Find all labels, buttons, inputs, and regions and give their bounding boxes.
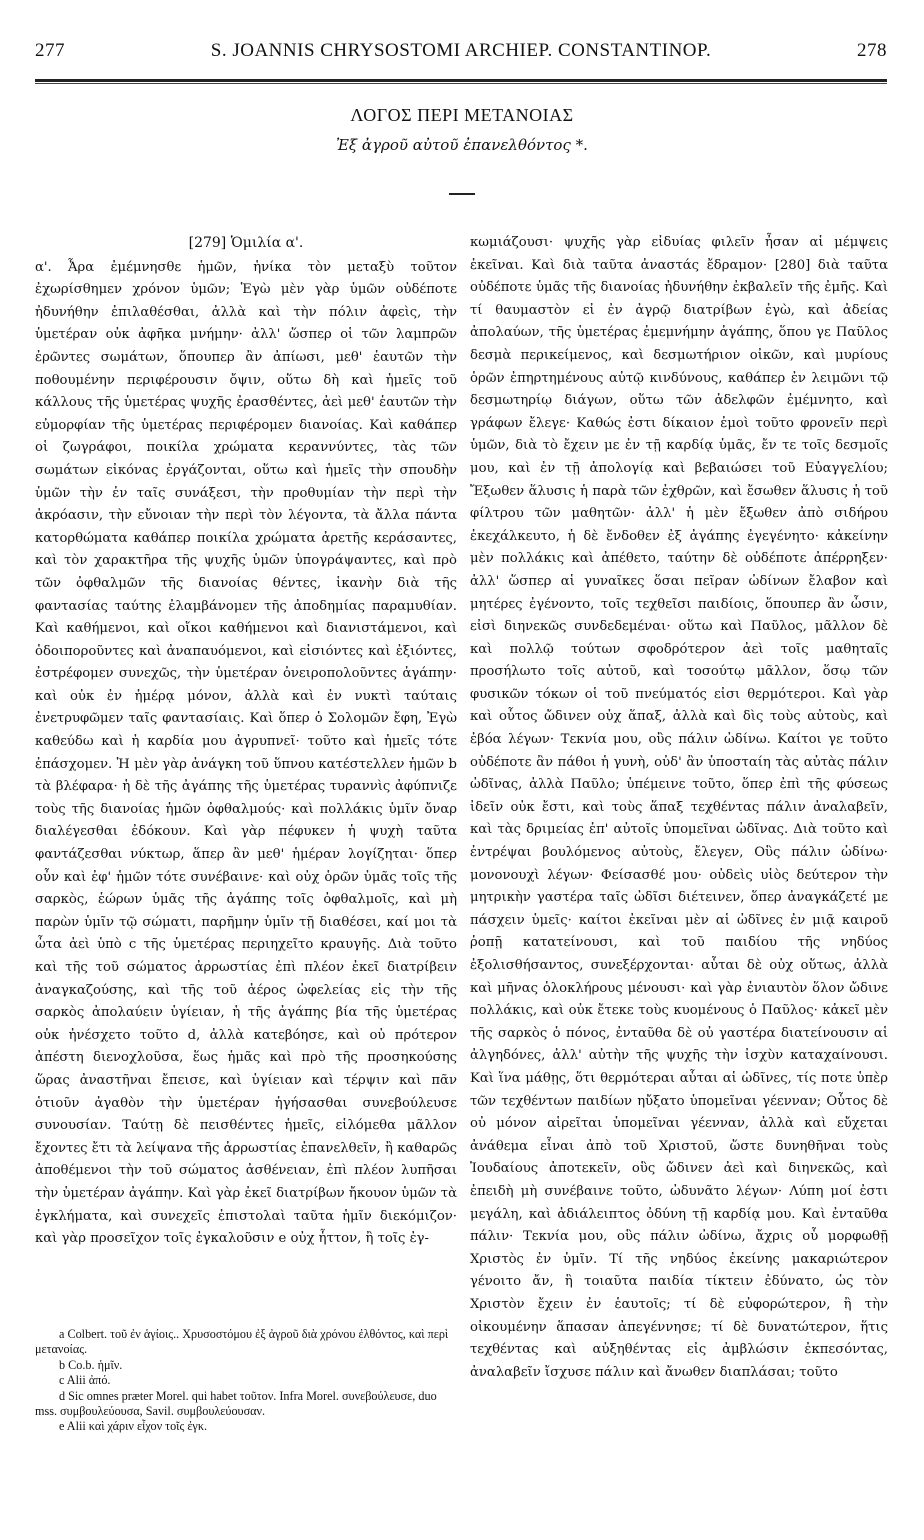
footnote-c: c Alii ἀπό.: [59, 1373, 111, 1388]
left-column: [35, 232, 457, 1432]
section-subtitle: Ἐξ ἀγροῦ αὐτοῦ ἐπανελθόντος *.: [336, 136, 588, 154]
title-divider: [449, 193, 475, 195]
footnote-b: b Co.b. ἡμῖν.: [59, 1357, 123, 1372]
header-rule-thin: [35, 83, 887, 84]
running-head-title: S. JOANNIS CHRYSOSTOMI ARCHIEP. CONSTANTINOP.: [210, 40, 712, 61]
page-number-left: 277: [35, 40, 65, 61]
footnote-d: d Sic omnes præter Morel. qui habet τοῦτον. Infra Morel. συνεβούλευσε, duo mss. συμβουλεύουσα, Savil. συμβουλεύουσαν.: [35, 1388, 437, 1419]
section-title: ΛΟΓΟΣ ΠΕΡΙ ΜΕΤΑΝΟΙΑΣ: [350, 105, 574, 125]
homily-heading: [279] Ὁμιλία α'.: [188, 235, 304, 251]
running-header: [35, 40, 887, 70]
left-column-text: α'. Ἆρα ἐμέμνησθε ἡμῶν, ἡνίκα τὸν μεταξὺ τοῦτον ἐχωρίσθημεν χρόνον ὑμῶν; Ἐγὼ μὲν γὰρ ὑμῶν οὐδέποτε ἠδυνήθην ἐπιλαθέσθαι, ἀλλὰ καὶ τὴν πόλιν ἀφεὶς, τὴν ὑμετέραν οὐκ ἀφῆκα μνήμην· ἀλλ' ὥσπερ οἱ τῶν λαμπρῶν ἐρῶντες σωμάτων, ὅπουπερ ἂν ἀπίωσι, μεθ' ἑαυτῶν τὴν ποθουμένην περιφέρουσιν ὄψιν, οὕτω δὴ καὶ ἡμεῖς τοῦ κάλλους τῆς ὑμετέρας ψυχῆς ἐρασθέντες, ἀεὶ μεθ' ἑαυτῶν τὴν εὐμορφίαν τῆς ὑμετέρας περιφέρομεν διανοίας. Καὶ καθάπερ οἱ ζωγράφοι, ποικίλα χρώματα κεραννύντες, τὰς τῶν σωμάτων εἰκόνας ἐργάζονται, οὕτω καὶ ἡμεῖς τὴν σπουδὴν ὑμῶν τὴν ἐν ταῖς συνάξεσι, τὴν προθυμίαν τὴν περὶ τὴν ἀκρόασιν, τὴν εὔνοιαν τὴν περὶ τὸν λέγοντα, τὰ ἄλλα πάντα κατορθώματα καθάπερ ποικίλα χρώματα ἀρετῆς κεράσαντες, καὶ τὸν χαρακτῆρα τῆς ψυχῆς ὑμῶν ὑπογράψαντες, καὶ πρὸ τῶν ὀφθαλμῶν τῆς διανοίας θέντες, ἱκανὴν διὰ τῆς φαντασίας ταύτης ἐλαμβάνομεν τῆς ἀποδημίας παραμυθίαν. Καὶ καθήμενοι, καὶ οἴκοι καθήμενοι καὶ διανιστάμενοι, καὶ ὁδοιποροῦντες καὶ ἀναπαυόμενοι, καὶ εἰσιόντες καὶ ἐξιόντες, ἐστρέφομεν συνεχῶς, τὴν ὑμετέραν ὀνειροπολοῦντες ἀγάπην· καὶ οὐκ ἐν ἡμέρᾳ μόνον, ἀλλὰ καὶ ἐν νυκτὶ ταύταις ἐνετρυφῶμεν ταῖς φαντασίαις. Καὶ ὅπερ ὁ Σολομῶν ἔφη, Ἐγὼ καθεύδω καὶ ἡ καρδία μου ἀγρυπνεῖ· τοῦτο καὶ ἡμεῖς τότε ἐπάσχομεν. Ἡ μὲν γὰρ ἀνάγκη τοῦ ὕπνου κατέστελλεν ἡμῶν b τὰ βλέφαρα· ἡ δὲ τῆς ἀγάπης τῆς ὑμετέρας τυραννὶς ἀφύπνιζε τοὺς τῆς διανοίας ἡμῶν ὀφθαλμούς· καὶ πολλάκις ὑμῖν ὄναρ διαλέγεσθαι ἐδόκουν. Καὶ γὰρ πέφυκεν ἡ ψυχὴ ταῦτα φαντάζεσθαι νύκτωρ, ἅπερ ἂν μεθ' ἡμέραν λογίζηται· ὅπερ οὖν καὶ ἐφ' ἡμῶν τότε συνέβαινε· καὶ οὐχ ὁρῶν ὑμᾶς τοῖς τῆς σαρκὸς, ἑώρων ὑμᾶς τῆς ἀγάπης τοῖς ὀφθαλμοῖς, καὶ μὴ παρὼν ὑμῖν τῷ σώματι, παρῆμην ὑμῖν τῇ διαθέσει, καί μοι τὰ ὦτα ἀεὶ ὑπὸ c τῆς ὑμετέρας περιηχεῖτο κραυγῆς. Διὰ τοῦτο καὶ τῆς τοῦ σώματος ἀρρωστίας ἐπὶ πλέον ἐκεῖ διατρίβειν ἀναγκαζούσης, καὶ τῆς τοῦ ἀέρος ὠφελείας εἰς τὴν τῆς σαρκὸς ἀπολαύειν ὑγίειαν, ἡ τῆς ἀγάπης βία τῆς ὑμετέρας οὐκ ἠνέσχετο τοῦτο d, ἀλλὰ κατεβόησε, καὶ οὐ πρότερον ἀπέστη διενοχλοῦσα, ἕως ἡμᾶς καὶ πρὸ τῆς προσηκούσης ὥρας ἀναστῆναι ἔπεισε, καὶ ὑγίειαν καὶ τέρψιν καὶ πᾶν ὁτιοῦν ἀγαθὸν τὴν ὑμετέραν ἡγήσασθαι συνεβούλευσε συνουσίαν. Ταύτῃ δὲ πεισθέντες ἡμεῖς, εἱλόμεθα μᾶλλον ἔχοντες ἔτι τὰ λείψανα τῆς ἀρρωστίας ἐπανελθεῖν, ἢ καθαρῶς ἀποθέμενοι τὴν τοῦ σώματος ἀσθένειαν, ἐπὶ πλέον λυπῆσαι τὴν ὑμετέραν ἀγάπην. Καὶ γὰρ ἐκεῖ διατρίβων ἤκουον ὑμῶν τὰ ἐγκλήματα, καὶ συνεχεῖς ἐπιστολαὶ ταῦτα ἡμῖν διεκόμιζον· καὶ γὰρ προσεῖχον τοῖς ἐγκαλοῦσιν e οὐχ ἧττον, ἢ τοῖς ἐγ-: [35, 259, 457, 1247]
footnotes: [35, 1327, 457, 1457]
page-number-right: 278: [857, 40, 887, 61]
right-column-text: κωμιάζουσι· ψυχῆς γὰρ εἰδυίας φιλεῖν ἦσαν αἱ μέμψεις ἐκεῖναι. Καὶ διὰ ταῦτα ἀναστάς ἔδραμον· [280] διὰ ταῦτα οὐδέποτε ὑμᾶς τῆς διανοίας ἠδυνήθην ἐκβαλεῖν τῆς ἐμῆς. Καὶ τί θαυμαστὸν εἰ ἐν ἀγρῷ διατρίβων ἐγὼ, καὶ ἀδείας ἀπολαύων, τῆς ὑμετέρας ἐμεμνήμην ἀγάπης, ὅπου γε Παῦλος δεσμὰ περικείμενος, καὶ δεσμωτήριον οἰκῶν, καὶ μυρίους ὁρῶν ἐπηρτημένους αὐτῷ κινδύνους, καθάπερ ἐν λειμῶνι τῷ δεσμωτηρίῳ διάγων, οὕτω τῶν ἀδελφῶν ἐμέμνητο, καὶ γράφων ἔλεγε· Καθώς ἐστι δίκαιον ἐμοὶ τοῦτο φρονεῖν περὶ ὑμῶν, διὰ τὸ ἔχειν με ἐν τῇ καρδίᾳ ὑμᾶς, ἔν τε τοῖς δεσμοῖς μου, καὶ ἐν τῇ ἀπολογίᾳ καὶ βεβαιώσει τοῦ Εὐαγγελίου; Ἔξωθεν ἅλυσις ἡ παρὰ τῶν ἐχθρῶν, καὶ ἔσωθεν ἅλυσις ἡ τοῦ φίλτρου τῶν μαθητῶν· ἀλλ' ἡ μὲν ἔξωθεν ἀπὸ σιδήρου ἐκεχάλκευτο, ἡ δὲ ἔνδοθεν ἐξ ἀγάπης ἐγεγένητο· κἀκείνην μὲν πολλάκις καὶ ἀπέθετο, ταύτην δὲ οὐδέποτε ἀπέρρηξεν· ἀλλ' ὥσπερ αἱ γυναῖκες ὅσαι πεῖραν ὠδίνων ἔλαβον καὶ μητέρες ἐγένοντο, τοῖς τεχθεῖσι παιδίοις, ὅπουπερ ἂν ὦσιν, εἰσὶ διηνεκῶς συνδεδεμέναι· οὕτω καὶ Παῦλος, μᾶλλον δὲ καὶ πολλῷ τούτων σφοδρότερον ἀεὶ τοῖς μαθηταῖς προσήλωτο τοῖς αὐτοῦ, καὶ τοσούτῳ μᾶλλον, ὅσῳ τῶν φυσικῶν τόκων οἱ τοῦ πνεύματός εἰσι θερμότεροι. Καὶ γὰρ καὶ οὗτος ὤδινεν οὐχ ἅπαξ, ἀλλὰ καὶ δὶς τοὺς αὐτοὺς, καὶ ἐβόα λέγων· Τεκνία μου, οὓς πάλιν ὠδίνω. Καίτοι γε τοῦτο οὐδέποτε ἂν πάθοι ἡ γυνὴ, οὐδ' ἂν ὑποσταίη τὰς αὐτὰς πάλιν ὠδῖνας, ἀλλὰ Παῦλο; ὑπέμεινε τοῦτο, ὅπερ ἐπὶ τῆς φύσεως ἰδεῖν οὐκ ἔστι, καὶ τοὺς ἅπαξ τεχθέντας πάλιν ἀναλαβεῖν, καὶ τὰς δριμείας ἐπ' αὐτοῖς ὑπομεῖναι ὠδῖνας. Διὰ τοῦτο καὶ ἐντρέψαι βουλόμενος αὐτοὺς, ἔλεγεν, Οὓς πάλιν ὠδίνω· μονονουχὶ λέγων· Φείσασθέ μου· οὐδεὶς υἱὸς δεύτερον τὴν μητρικὴν γαστέρα ταῖς ὠδῖσι διέτεινεν, ὅπερ ἀναγκάζετέ με πάσχειν ὑμεῖς· καίτοι ἐκεῖναι μὲν αἱ ὠδῖνες ἐν μιᾷ καιροῦ ῥοπῇ κατατείνουσι, καὶ τοῦ παιδίου τῆς νηδύος ἐξολισθήσαντος, συνεξέρχονται· αὗται δὲ οὐχ οὕτως, ἀλλὰ καὶ μῆνας ὁλοκλήρους μένουσι· καὶ γὰρ ἐνιαυτὸν ὅλον ὤδινε πολλάκις, καὶ οὐκ ἔτεκε τοὺς κυομένους ὁ Παῦλος· κἀκεῖ μὲν τῆς σαρκὸς ὁ πόνος, ἐνταῦθα δὲ οὐ γαστέρα διατείνουσιν αἱ ἀλγηδόνες, ἀλλ' αὐτὴν τῆς ψυχῆς τὴν ἰσχὺν καταχαίνουσι. Καὶ ἵνα μάθῃς, ὅτι θερμότεραι αὗται αἱ ὠδῖνες, τίς ποτε ὑπὲρ τῶν τεχθέντων παιδίων ηὔξατο ὑπομεῖναι γέενναν; Οὗτος δὲ οὐ μόνον αἱρεῖται ὑπομεῖναι γέενναν, ἀλλὰ καὶ εὔχεται ἀνάθεμα εἶναι ἀπὸ τοῦ Χριστοῦ, ὥστε δυνηθῆναι τοὺς Ἰουδαίους ἀποτεκεῖν, οὓς ὤδινεν ἀεὶ καὶ διηνεκῶς, καὶ ἐπειδὴ μὴ συνέβαινε τοῦτο, ὠδυνᾶτο λέγων· Λύπη μοί ἐστι μεγάλη, καὶ ἀδιάλειπτος ὀδύνη τῇ καρδίᾳ μου. Καὶ ἐνταῦθα πάλιν· Τεκνία μου, οὓς πάλιν ὠδίνω, ἄχρις οὗ μορφωθῇ Χριστὸς ἐν ὑμῖν. Τί τῆς νηδύος ἐκείνης μακαριώτερον γένοιτο ἄν, ἣ τοιαῦτα παιδία τίκτειν ἐδύνατο, ὡς τὸν Χριστὸν ἔχειν ἐν ἑαυτοῖς; τί δὲ εὐφορώτερον, ἢ τὴν οἰκουμένην ἅπασαν ἀπεγέννησε; τί δὲ δυνατώτερον, ἥτις τεχθέντας καὶ αὐξηθέντας εἰς ἀμβλώσιν ἐκπεσόντας, ἀναλαβεῖν ἴσχυσε πάλιν καὶ ἄνωθεν διαπλάσαι; τοῦτο: [470, 235, 888, 1380]
header-rule: [35, 79, 887, 82]
right-column: [470, 232, 888, 1490]
footnote-a: a Colbert. τοῦ ἐν ἁγίοις.. Χρυσοστόμου ἐξ ἀγροῦ διὰ χρόνου ἐλθόντος, καὶ περὶ μετανοίας.: [35, 1327, 449, 1357]
footnote-e: e Alii καὶ χάριν εἶχον τοῖς ἐγκ.: [59, 1419, 208, 1434]
